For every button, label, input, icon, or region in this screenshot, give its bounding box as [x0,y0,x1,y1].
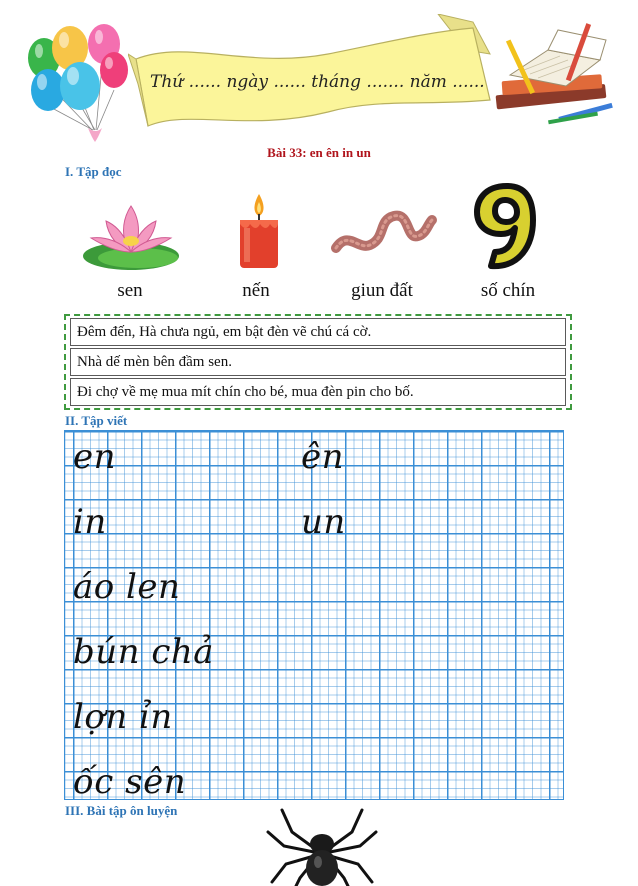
reading-sentence: Đêm đến, Hà chưa ngủ, em bật đèn vẽ chú cá cờ. [70,318,566,346]
date-line: Thứ ...... ngày ...... tháng ....... năm ...... [150,72,485,92]
practice-section-heading: III. Bài tập ôn luyện [65,803,178,818]
writing-section-heading: II. Tập viết [65,413,128,428]
word-label-sen: sen [117,280,143,301]
books-image [488,20,618,125]
handwriting-sample: in [73,502,107,542]
handwriting-sample: ên [301,437,345,477]
reading-box [64,314,572,410]
handwriting-sample: bún chả [73,632,215,672]
word-label-giun-dat: giun đất [351,280,413,301]
word-label-nen: nến [242,280,270,301]
handwriting-grid [64,430,564,800]
earthworm-icon [328,190,438,280]
handwriting-sample: lợn ỉn [73,697,173,737]
reading-sentence: Nhà dế mèn bên đầm sen. [70,348,566,376]
handwriting-sample: un [301,502,346,542]
handwriting-sample: en [73,437,117,477]
spider-icon [262,802,382,886]
balloons-image [22,18,134,148]
lesson-title: Bài 33: en ên in un [267,145,371,160]
word-label-so-chin: số chín [480,280,536,301]
reading-section-heading: I. Tập đọc [65,164,122,179]
handwriting-sample: ốc sên [73,762,187,802]
handwriting-sample: áo len [73,567,181,607]
reading-sentence: Đi chợ về mẹ mua mít chín cho bé, mua đèn pin cho bố. [70,378,566,406]
candle-icon [204,188,314,278]
number-nine-icon [455,180,565,270]
lotus-icon [76,186,186,276]
